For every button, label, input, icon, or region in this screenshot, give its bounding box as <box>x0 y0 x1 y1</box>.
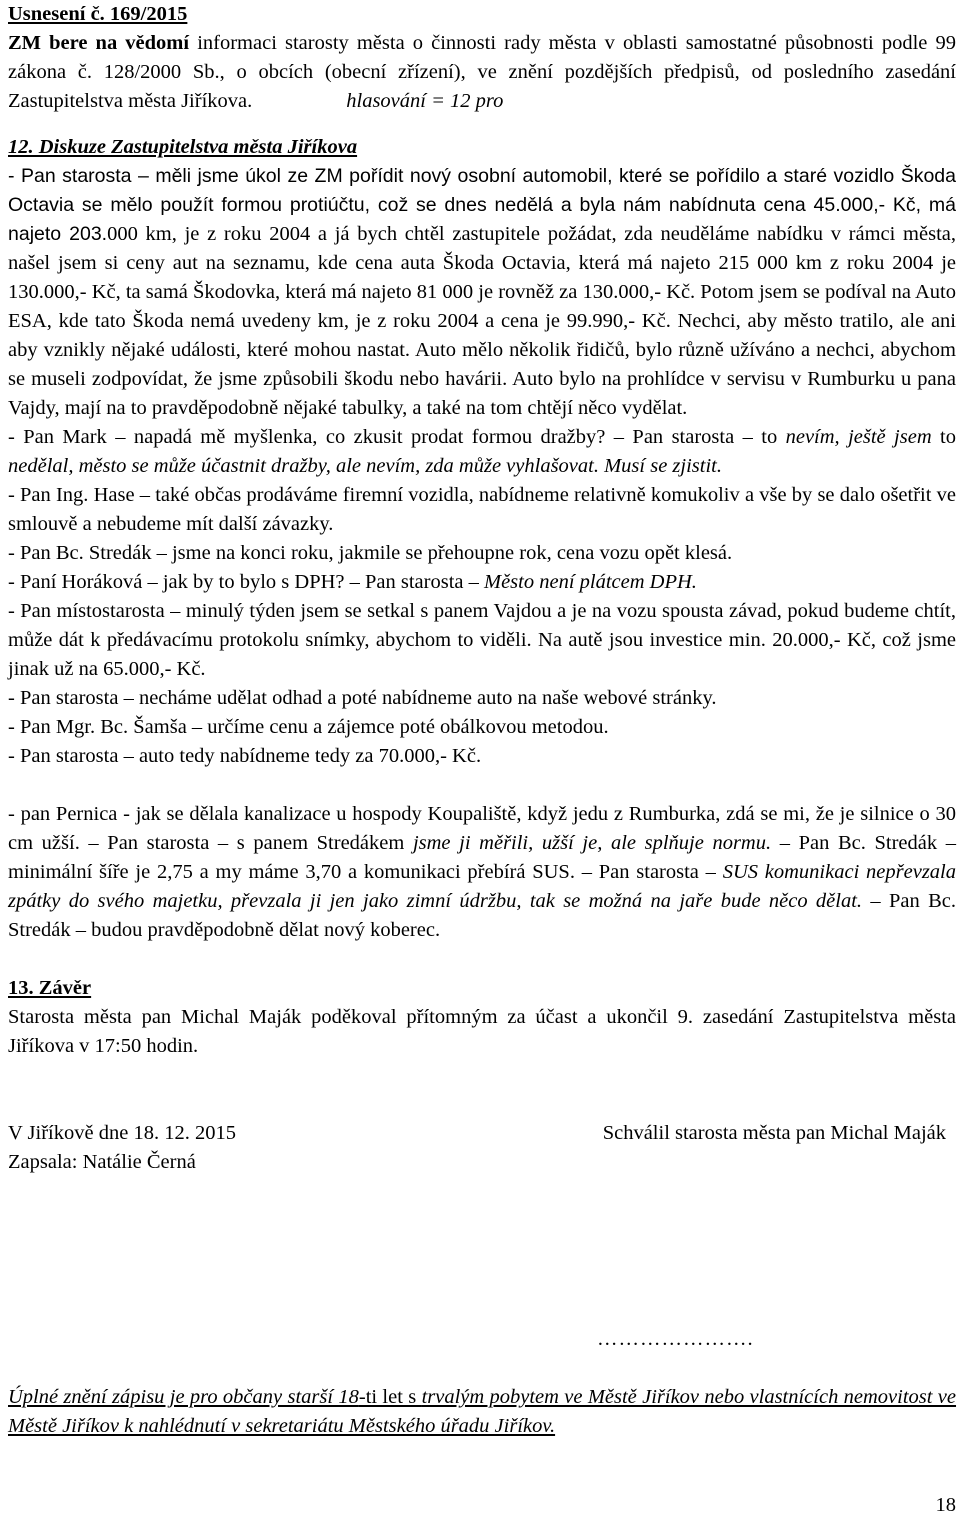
paragraph-mark-auction <box>8 423 956 481</box>
paragraph-pernica-italic-2: SUS komunikaci nepřevzala zpátky do svého majetku, převzala ji jen jako zimní údržbu, tak se možná na jaře bude něco dělat. <box>8 861 956 912</box>
paragraph-mayor-price: - Pan starosta – auto tedy nabídneme tedy za 70.000,- Kč. <box>8 745 482 767</box>
resolution-title-text: Usnesení č. 169/2015 <box>8 3 188 25</box>
section-13-title: 13. Závěr <box>8 977 92 999</box>
vote-result: hlasování = 12 pro <box>346 90 504 112</box>
footer-note-a: Úplné znění zápisu je pro občany starší 18 <box>8 1386 359 1408</box>
paragraph-horakova <box>8 568 956 597</box>
paragraph-mayor-car-serif: 000 km, je z roku 2004 a já bych chtěl zastupitele požádat, zda neuděláme nabídku v rámci města, našel jsem si ceny aut na seznamu, kde cena auta Škoda Octavia, která má najeto 215 000 km z roku 2004 je 130.000,- Kč, ta samá Škodovka, která má najeto 81 000 je rovněž za 130.000,- Kč. Potom jsem se podíval na Auto ESA, kde tato Škoda nemá uvedeny km, je z roku 2004 a cena je 99.990,- Kč. Nechci, aby město tratilo, ale ani aby vznikly nějaké události, které mohou nastat. Auto mělo několik řidičů, bylo různě užíváno a nechci, abychom se museli zodpovídat, že jsme způsobili škodu nebo havárii. Auto bylo na prohlídce v servisu v Rumburku u pana Vajdy, mají na to pravděpodobně nějaké tabulky, a také na tom chtějí něco vydělat. <box>8 223 956 419</box>
paragraph-mark-text-2: to <box>931 426 956 448</box>
section-12-heading <box>8 133 956 162</box>
paragraph-mark-italic-1: nevím, ještě jsem <box>785 426 932 448</box>
signature-line: …………………. <box>597 1328 754 1350</box>
paragraph-pernica-text: - pan Pernica - jak se dělala kanalizace u hospody Koupaliště, když jedu z Rumburka, zdá se mi, že je silnice o 30 cm užší. – Pan starosta – s panem Stredákem <box>8 803 956 854</box>
section-13 <box>8 974 956 1061</box>
section-13-heading <box>8 974 956 1003</box>
section-12-title: 12. Diskuze Zastupitelstva města Jiříkova <box>8 136 358 158</box>
resolution-body: informaci starosty města o činnosti rady města v oblasti samostatné působnosti podle 99 zákona č. 128/2000 Sb., o obcích (obecní zřízení), ve znění pozdějších předpisů, od posledního zasedání Zastupitelstva města Jiříkova. <box>8 32 957 112</box>
section-12 <box>8 133 956 945</box>
footer-note-c: trvalým pobytem ve Městě Jiříkov nebo vlastnících nemovitost ve Městě Jiříkov k nahlédnutí v sekretariátu Městského úřadu Jiříkov. <box>8 1386 957 1437</box>
footer-note-b: -ti let s <box>358 1386 422 1408</box>
paragraph-horakova-text: - Paní Horáková – jak by to bylo s DPH? – Pan starosta – <box>8 571 484 593</box>
paragraph-mark-text: - Pan Mark – napadá mě myšlenka, co zkusit prodat formou dražby? – Pan starosta – to <box>8 426 786 448</box>
paragraph-samsa: - Pan Mgr. Bc. Šamša – určíme cenu a zájemce poté obálkovou metodou. <box>8 716 609 738</box>
closing-paragraph: Starosta města pan Michal Maják poděkoval přítomným za účast a ukončil 9. zasedání Zastupitelstva města Jiříkova v 17:50 hodin. <box>8 1006 956 1057</box>
recorded-by: Zapsala: Natálie Černá <box>8 1151 196 1173</box>
paragraph-mayor-estimate: - Pan starosta – necháme udělat odhad a poté nabídneme auto na naše webové stránky. <box>8 687 717 709</box>
paragraph-horakova-answer: Město není plátcem DPH. <box>484 571 697 593</box>
paragraph-hase: - Pan Ing. Hase – také občas prodáváme firemní vozidla, nabídneme relativně komukoliv a vše by se dalo ošetřit ve smlouvě a nebudeme mít další závazky. <box>8 484 956 535</box>
signature-block <box>8 1119 956 1177</box>
paragraph-pernica-text-2: – Pan Bc. Stredák – minimální šíře je 2,75 a my máme 3,70 a komunikaci přebírá SUS. – Pan starosta – <box>8 832 956 883</box>
resolution-title <box>8 0 956 29</box>
paragraph-mayor-car <box>8 162 956 423</box>
paragraph-stredak: - Pan Bc. Stredák – jsme na konci roku, jakmile se přehoupne rok, cena vozu opět klesá. <box>8 542 733 564</box>
paragraph-deputy-mayor: - Pan místostarosta – minulý týden jsem se setkal s panem Vajdou a je na vozu spousta závad, pokud budeme chtít, může dát k předávacímu protokolu snímky, abychom to viděli. Na autě jsou investice min. 20.000,- Kč, což jsme jinak už na 65.000,- Kč. <box>8 600 956 680</box>
paragraph-pernica-text-3: – Pan Bc. Stredák – budou pravděpodobně dělat nový koberec. <box>8 890 956 941</box>
place-date: V Jiříkově dne 18. 12. 2015 <box>8 1122 236 1144</box>
resolution-lead: ZM bere na vědomí <box>8 32 190 54</box>
footer-note <box>8 1383 956 1441</box>
page-number: 18 <box>935 1494 956 1516</box>
resolution-text <box>8 29 956 116</box>
paragraph-mark-italic-2: nedělal, město se může účastnit dražby, ale nevím, zda může vyhlašovat. Musí se zjistit. <box>8 455 722 477</box>
paragraph-pernica-italic-1: jsme ji měřili, užší je, ale splňuje normu. <box>412 832 772 854</box>
approved-by: Schválil starosta města pan Michal Maják <box>602 1122 946 1144</box>
paragraph-mayor-car-sans: - Pan starosta – měli jsme úkol ze ZM pořídit nový osobní automobil, které se pořídilo a staré vozidlo Škoda Octavia se mělo použít formou protiúčtu, což se dnes nedělá a byla nám nabídnuta cena 45.000,- Kč, má najeto 203. <box>8 165 956 245</box>
document-page <box>8 0 956 1177</box>
paragraph-pernica <box>8 800 956 945</box>
resolution-block <box>8 0 956 116</box>
